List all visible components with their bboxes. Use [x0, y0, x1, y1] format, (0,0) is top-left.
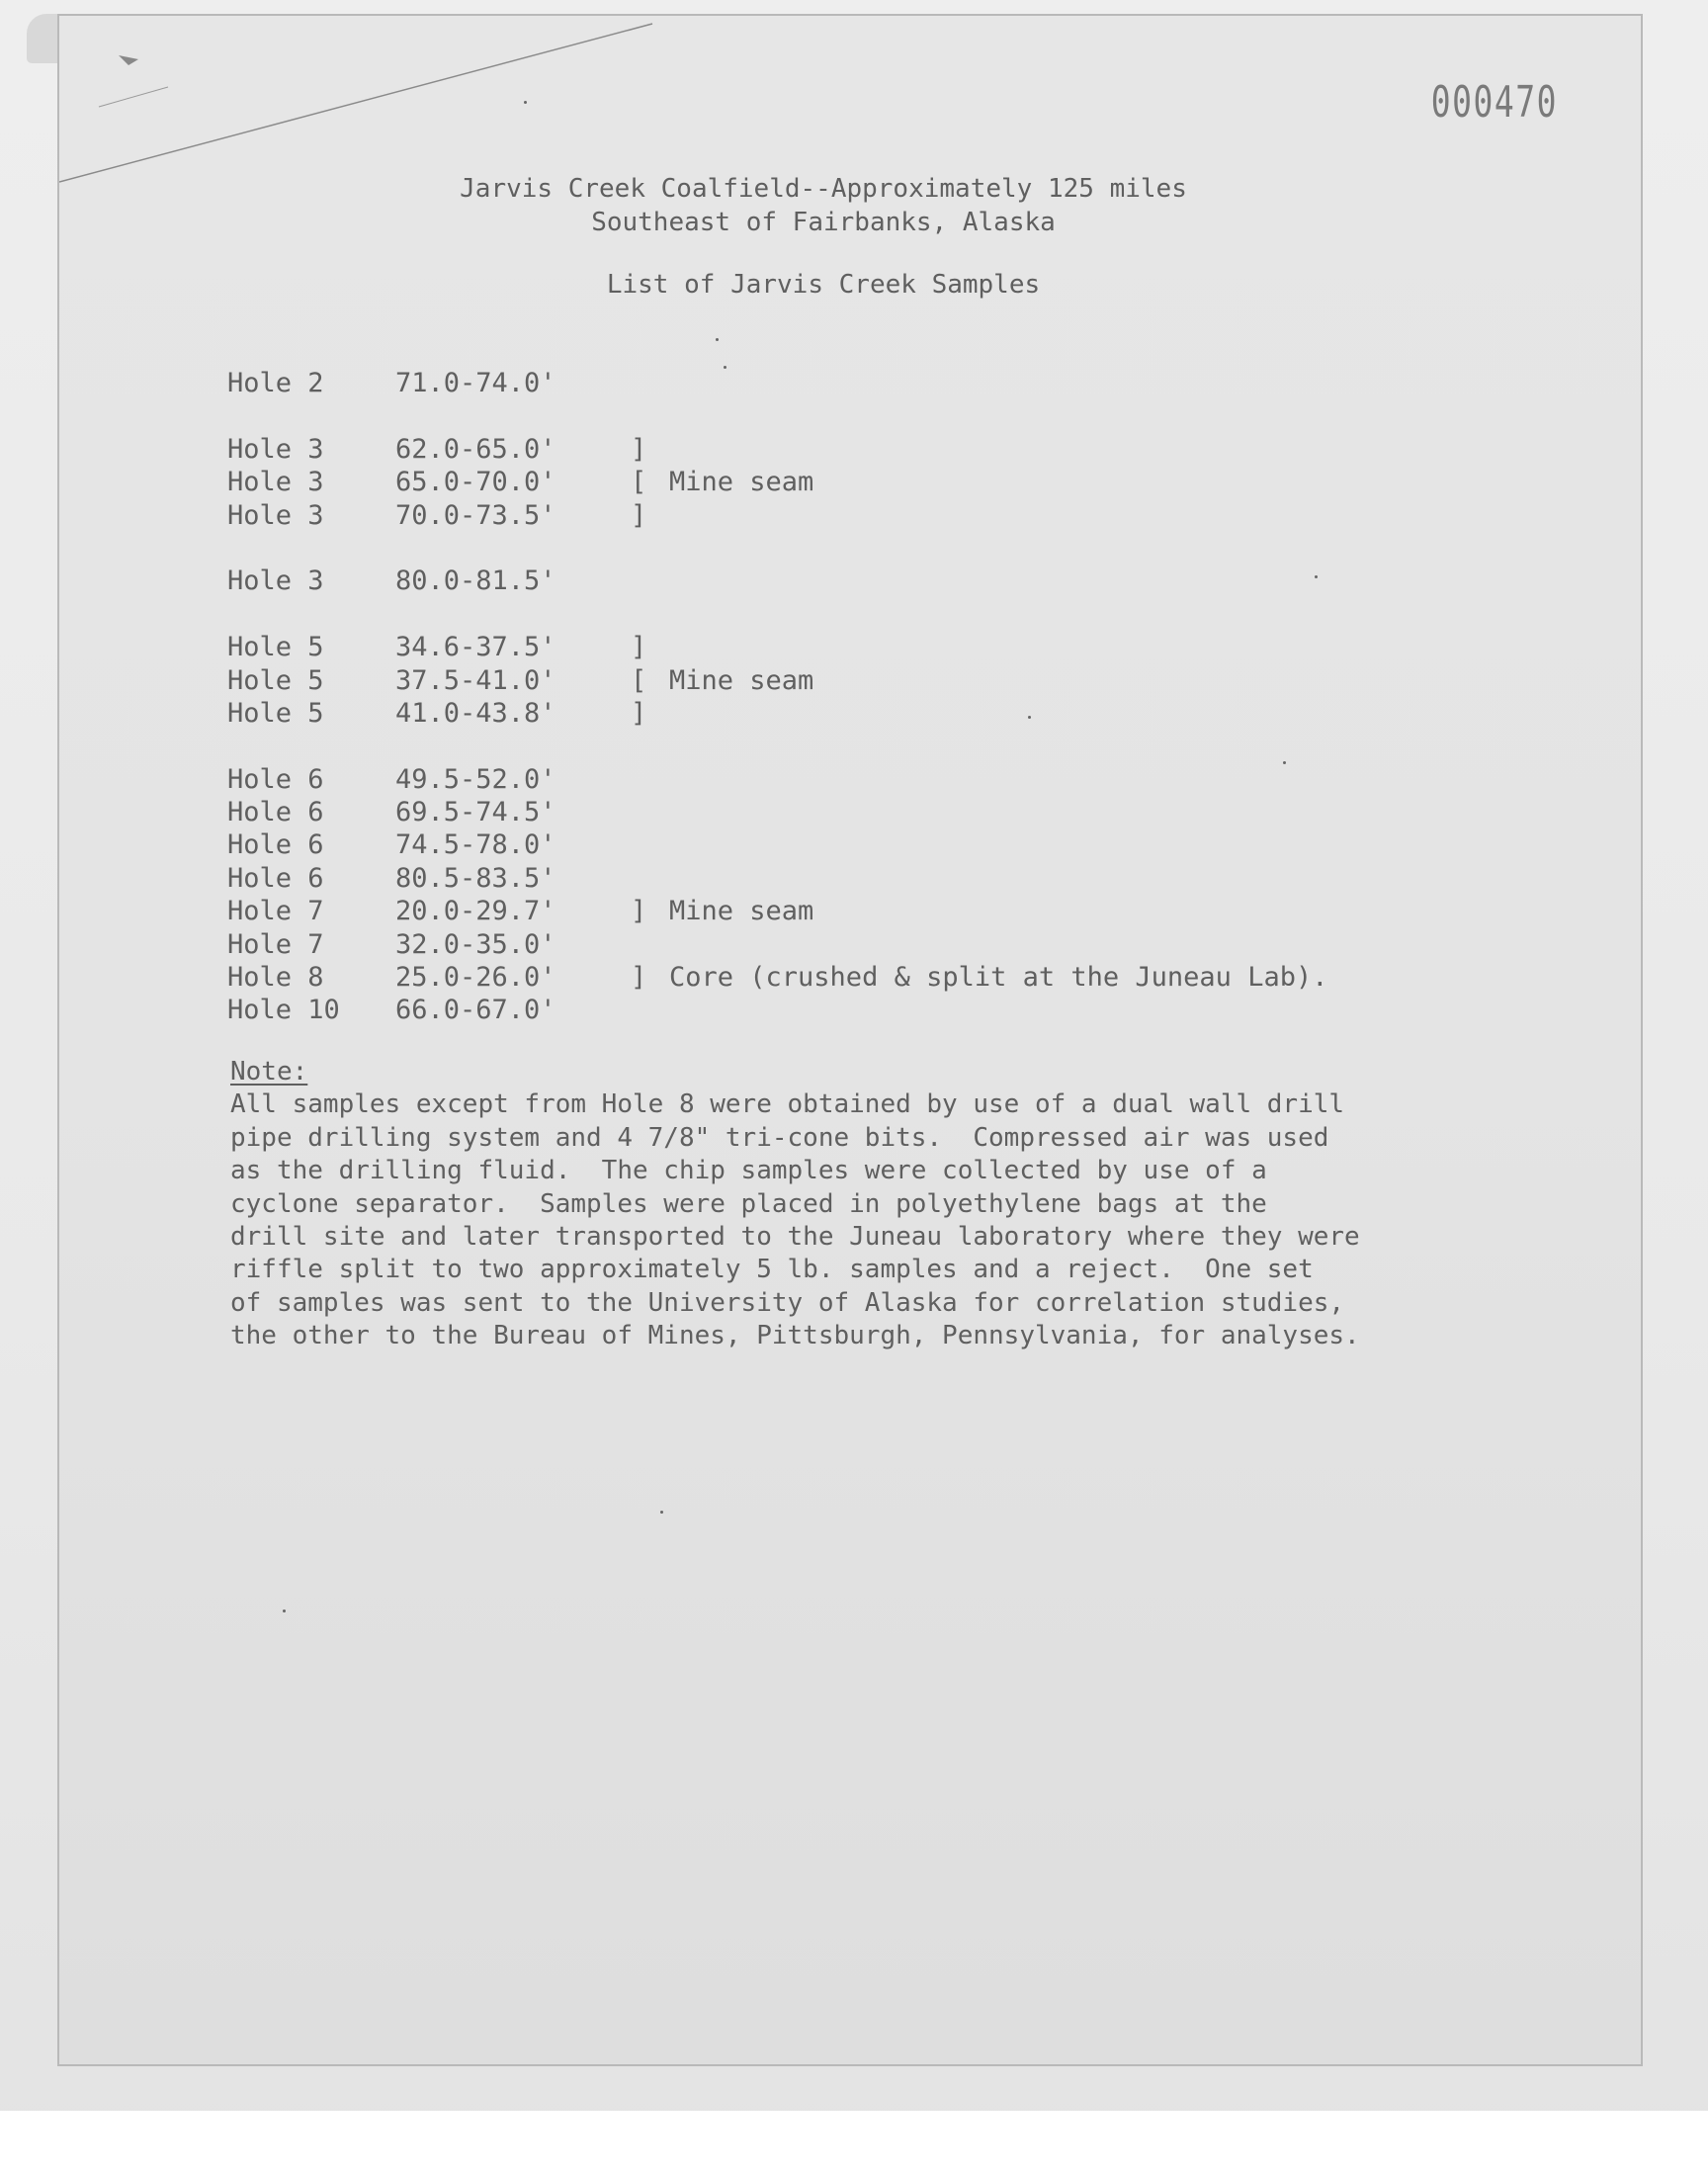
page-fold-line: [59, 16, 672, 184]
sample-hole: Hole 7: [227, 928, 324, 960]
sample-depth: 34.6-37.5': [395, 632, 556, 663]
sample-hole: Hole 3: [227, 433, 324, 465]
document-page: [57, 14, 1643, 2066]
sample-depth: 25.0-26.0': [395, 962, 556, 994]
sample-hole: Hole 6: [227, 862, 324, 894]
scan-speck: [1315, 575, 1318, 578]
sample-depth: 49.5-52.0': [395, 763, 556, 795]
sample-bracket: [: [631, 664, 647, 696]
scan-speck: [1283, 761, 1286, 764]
sample-hole: Hole 3: [227, 499, 324, 531]
note-line: the other to the Bureau of Mines, Pittsburgh, Pennsylvania, for analyses.: [230, 1321, 1360, 1351]
note-line: pipe drilling system and 4 7/8" tri-cone bits. Compressed air was used: [230, 1122, 1329, 1153]
sample-bracket: ]: [631, 962, 647, 994]
sample-hole: Hole 7: [227, 896, 324, 927]
sample-hole: Hole 5: [227, 697, 324, 729]
note-line: drill site and later transported to the Juneau laboratory where they were: [230, 1222, 1360, 1253]
list-subtitle: List of Jarvis Creek Samples: [606, 270, 1041, 300]
sample-hole: Hole 3: [227, 467, 324, 498]
sample-bracket: ]: [631, 433, 647, 465]
sample-hole: Hole 6: [227, 763, 324, 795]
document-number: 000470: [1430, 77, 1558, 128]
note-line: All samples except from Hole 8 were obtained by use of a dual wall drill: [230, 1089, 1345, 1120]
note-line: as the drilling fluid. The chip samples were collected by use of a: [230, 1156, 1267, 1186]
note-line: cyclone separator. Samples were placed in polyethylene bags at the: [230, 1188, 1267, 1219]
sample-depth: 20.0-29.7': [395, 896, 556, 927]
sample-hole: Hole 5: [227, 632, 324, 663]
title-line-2: Southeast of Fairbanks, Alaska: [591, 208, 1056, 237]
sample-depth: 66.0-67.0': [395, 995, 556, 1026]
sample-hole: Hole 6: [227, 829, 324, 861]
sample-remark: Mine seam: [669, 664, 814, 696]
sample-remark: Core (crushed & split at the Juneau Lab).: [669, 962, 1328, 994]
scan-speck: [524, 101, 527, 104]
note-body: [230, 1088, 1515, 1352]
sample-hole: Hole 3: [227, 566, 324, 597]
sample-depth: 65.0-70.0': [395, 467, 556, 498]
sample-depth: 80.0-81.5': [395, 566, 556, 597]
sample-depth: 37.5-41.0': [395, 664, 556, 696]
note-line: riffle split to two approximately 5 lb. samples and a reject. One set: [230, 1255, 1314, 1285]
scan-speck: [724, 366, 726, 369]
sample-bracket: ]: [631, 499, 647, 531]
sample-hole: Hole 6: [227, 797, 324, 828]
sample-depth: 80.5-83.5': [395, 862, 556, 894]
note-line: of samples was sent to the University of Alaska for correlation studies,: [230, 1287, 1345, 1318]
scan-speck: [283, 1610, 286, 1612]
sample-depth: 74.5-78.0': [395, 829, 556, 861]
sample-remark: Mine seam: [669, 467, 814, 498]
sample-hole: Hole 8: [227, 962, 324, 994]
sample-depth: 41.0-43.8': [395, 697, 556, 729]
sample-depth: 69.5-74.5': [395, 797, 556, 828]
title-line-1: Jarvis Creek Coalfield--Approximately 125 miles: [460, 174, 1187, 204]
scan-speck: [660, 1511, 663, 1514]
scan-speck: [716, 338, 719, 341]
sample-bracket: ]: [631, 697, 647, 729]
scan-speck: [1028, 716, 1031, 719]
scan-bottom-margin: [0, 2111, 1708, 2175]
sample-hole: Hole 5: [227, 664, 324, 696]
sample-bracket: ]: [631, 896, 647, 927]
document-heading: [59, 172, 1587, 239]
sample-depth: 32.0-35.0': [395, 928, 556, 960]
sample-hole: Hole 10: [227, 995, 340, 1026]
sample-depth: 62.0-65.0': [395, 433, 556, 465]
note-label: Note:: [230, 1057, 308, 1087]
sample-bracket: ]: [631, 632, 647, 663]
sample-depth: 70.0-73.5': [395, 499, 556, 531]
sample-hole: Hole 2: [227, 368, 324, 398]
note-section: [230, 1056, 1515, 1353]
sample-bracket: [: [631, 467, 647, 498]
sample-depth: 71.0-74.0': [395, 368, 556, 398]
sample-remark: Mine seam: [669, 896, 814, 927]
